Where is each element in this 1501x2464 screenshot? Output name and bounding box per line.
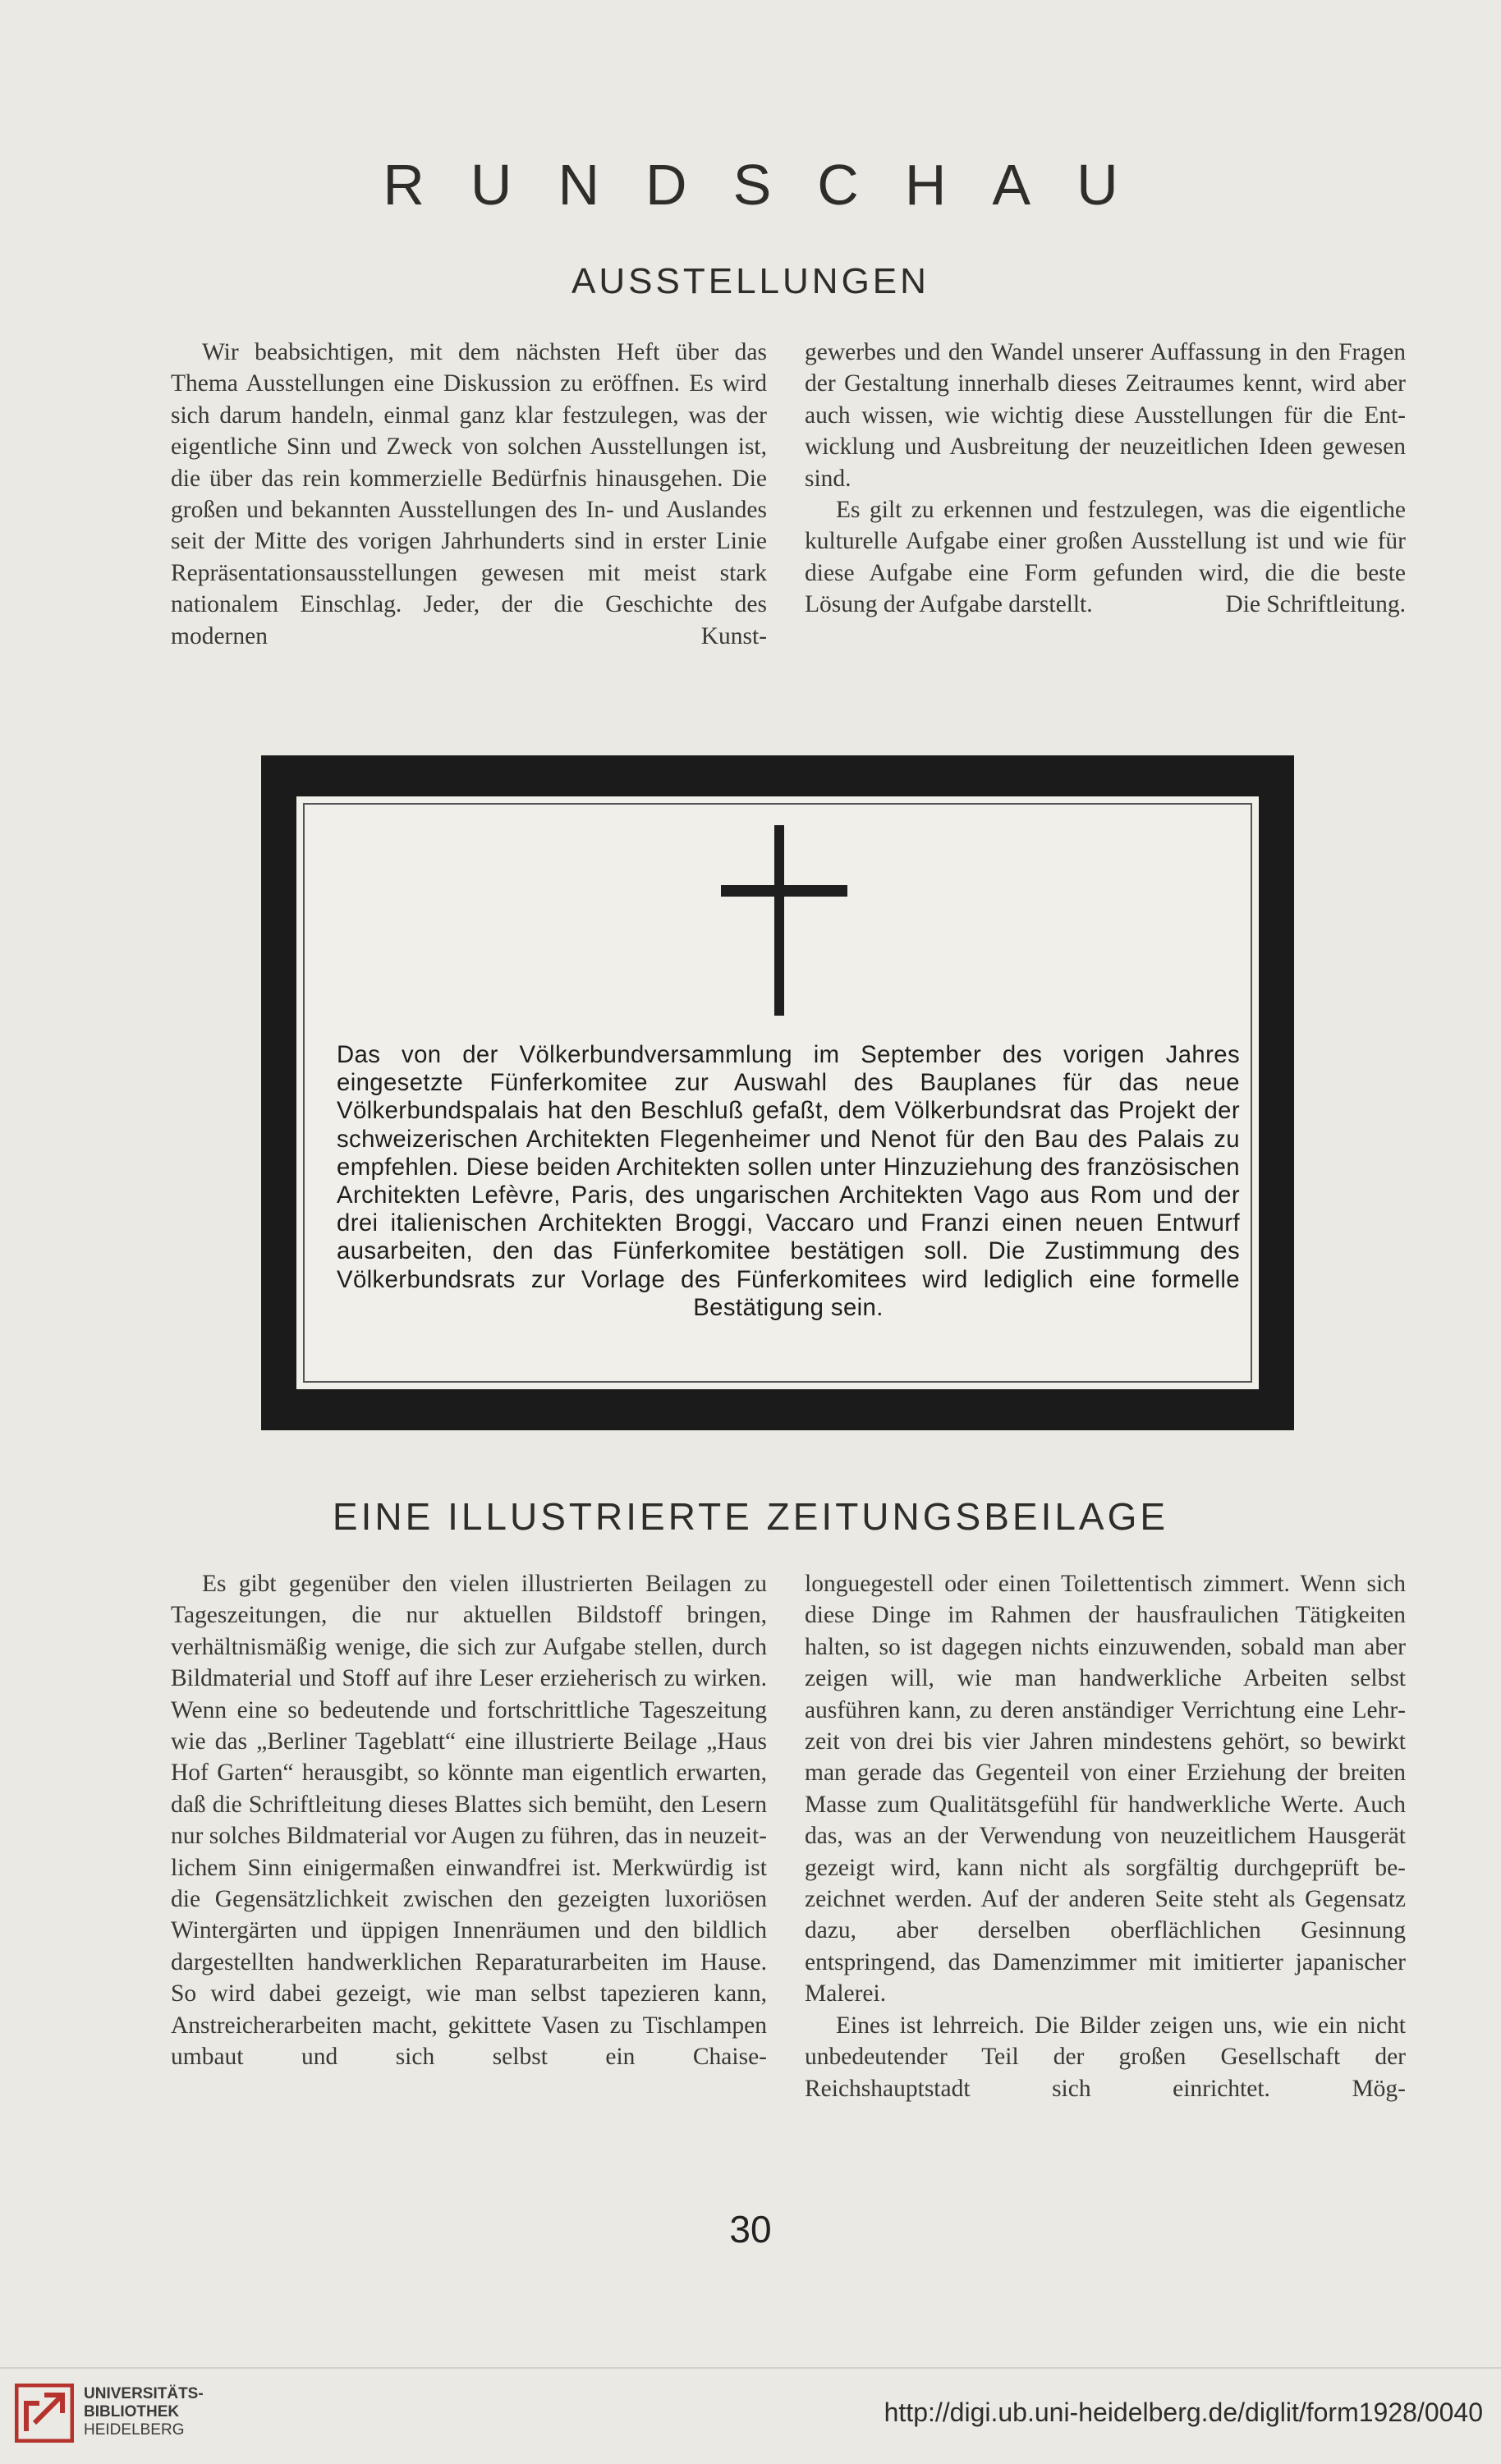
- paragraph: longuegestell oder einen Toilettentisch zimmert. Wenn sich diese Dinge im Rahmen der hausfraulichen Tätigkeiten halten, so ist dagegen nichts einzuwenden, sobald man aber zeigen will, wie man handwerkliche Arbeiten selbst ausführen kann, zu deren anständiger Verrichtung eine Lehrzeit von drei bis vier Jahren mindestens gehört, so bewirkt man gerade das Gegenteil von einer Erziehung der breiten Masse zum Qualitätsgefühl für handwerkliche Werte. Auch das, was an der Verwendung von neuzeitlichem Hausgerät gezeigt wird, kann nicht als sorgfältig durchgeprüft bezeichnet werden. Auf der anderen Seite steht als Gegensatz dazu, aber derselben oberflächlichen Gesinnung entspringend, das Damenzimmer mit imitierter japanischer Malerei.: [805, 1571, 1406, 2007]
- cross-icon-bar: [721, 885, 847, 897]
- paragraph: Eines ist lehrreich. Die Bilder zeigen uns, wie ein nicht unbedeutender Teil der großen Gesellschaft der Reichshauptstadt sich einrichtet. Mög-: [805, 2012, 1406, 2102]
- section-heading-ausstellungen: AUSSTELLUNGEN: [571, 261, 930, 301]
- footer-divider: [0, 2367, 1501, 2369]
- notice-paragraph: Das von der Völkerbundversammlung im September des vorigen Jahres eingesetzte Fünferkomitee zur Auswahl des Bauplanes für das neue Völkerbundspalais hat den Beschluß gefaßt, dem Völkerbundsrat das Projekt der schweizerischen Architekten Flegenheimer und Nenot für den Bau des Palais zu empfehlen. Diese beiden Architekten sollen unter Hinzuziehung des französischen Architekten Lefèvre, Paris, des ungarischen Architekten Vago aus Rom und der drei italienischen Architekten Broggi, Vaccaro und Franzi einen neuen Entwurf ausarbeiten, den das Fünferkomitee bestätigen soll. Die Zustimmung des Völkerbundsrats zur Vorlage des Fünferkomitees wird lediglich eine formelle Bestätigung sein.: [337, 1041, 1240, 1321]
- section-heading-zeitungsbeilage: EINE ILLUSTRIERTE ZEITUNGSBEILAGE: [332, 1495, 1169, 1538]
- source-url-link[interactable]: http://digi.ub.uni-heidelberg.de/diglit/form1928/0040: [884, 2397, 1483, 2427]
- ub-heidelberg-logo-icon: [15, 2384, 74, 2443]
- page-title: RUNDSCHAU: [383, 153, 1164, 217]
- cross-icon: [774, 825, 784, 1016]
- article2-right-column: [805, 1568, 1406, 2104]
- signature: Die Schriftleitung.: [1225, 591, 1406, 618]
- article2-left-column: [171, 1568, 767, 2073]
- article1-right-column: [805, 337, 1406, 621]
- library-name: [84, 2385, 204, 2439]
- paragraph: Wir beabsichtigen, mit dem nächsten Heft über das Thema Ausstellungen eine Diskussion zu eröffnen. Es wird sich darum handeln, einmal ganz klar festzulegen, was der eigentliche Sinn und Zweck von solchen Ausstellungen ist, die über das rein kommerzielle Bedürfnis hinausgehen. Die großen und bekannten Ausstellungen des In- und Auslandes seit der Mitte des vorigen Jahrhunderts sind in erster Linie Repräsentationsausstellungen gewesen mit meist stark nationalem Einschlag. Jeder, der die Geschichte des modernen Kunst-: [171, 339, 767, 649]
- paragraph: gewerbes und den Wandel unserer Auffassung in den Fragen der Gestaltung innerhalb dieses Zeitraumes kennt, wird aber auch wissen, wie wichtig diese Ausstellungen für die Entwicklung und Ausbreitung der neuzeitlichen Ideen gewesen sind.: [805, 339, 1406, 492]
- paragraph-text: Es gilt zu erkennen und festzulegen, was die eigentliche kulturelle Aufgabe einer großen Ausstellung ist und wie für diese Aufgabe eine Form gefunden wird, die die beste Lösung der Aufgabe darstellt.: [805, 497, 1406, 618]
- library-name-line: HEIDELBERG: [84, 2421, 185, 2439]
- page-number: 30: [729, 2208, 772, 2251]
- article1-left-column: [171, 337, 767, 652]
- library-name-line: BIBLIOTHEK: [84, 2403, 180, 2420]
- paragraph: [805, 494, 1406, 621]
- notice-text: [337, 1041, 1240, 1322]
- paragraph: Es gibt gegenüber den vielen illustrierten Beilagen zu Tageszeitungen, die nur aktuellen Bildstoff bringen, verhältnismäßig wenige, die sich zur Aufgabe stellen, durch Bildmaterial und Stoff auf ihre Leser erzieherisch zu wirken. Wenn eine so bedeutende und fortschrittliche Tageszeitung wie das „Berliner Tageblatt“ eine illustrierte Beilage „Haus Hof Garten“ herausgibt, so könnte man eigentlich erwarten, daß die Schriftleitung dieses Blattes sich bemüht, den Lesern nur solches Bildmaterial vor Augen zu führen, das in neuzeitlichem Sinn einigermaßen einwandfrei ist. Merkwürdig ist die Gegensätzlichkeit zwischen den gezeigten luxoriösen Wintergärten und üppigen Innenräumen und den bildlich dargestellten handwerklichen Reparaturarbeiten im Hause. So wird dabei gezeigt, wie man selbst tapezieren kann, Anstreicherarbeiten macht, gekittete Vasen zu Tischlampen umbaut und sich selbst ein Chaise-: [171, 1571, 767, 2071]
- library-name-line: UNIVERSITÄTS-: [84, 2385, 204, 2402]
